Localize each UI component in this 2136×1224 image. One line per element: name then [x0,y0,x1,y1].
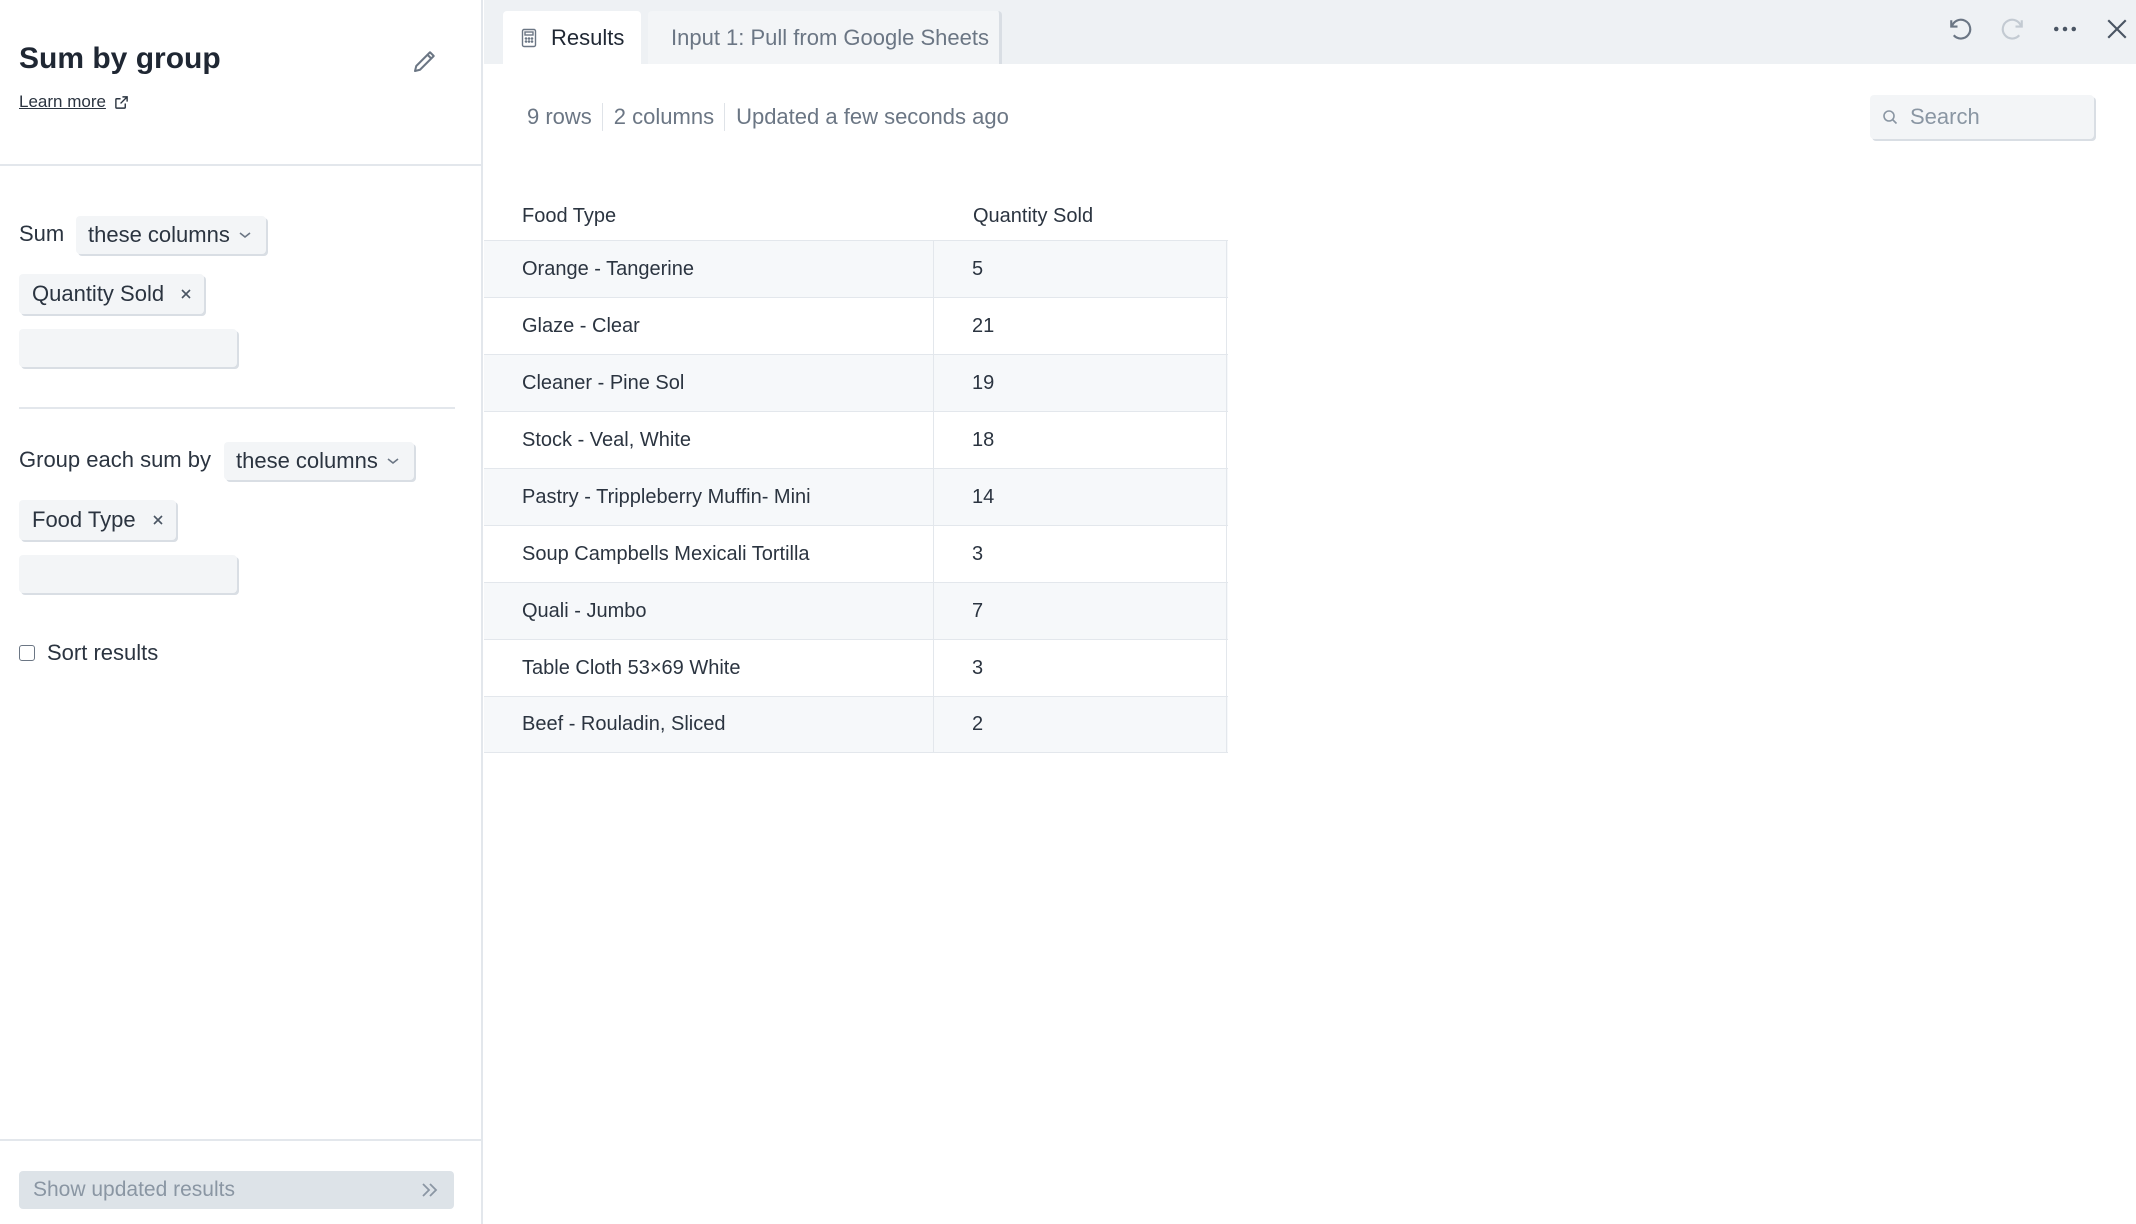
column-chip-quantity-sold [19,274,204,314]
table-cell: Glaze - Clear [484,298,934,354]
sort-results-option[interactable] [19,640,158,666]
external-link-icon [114,95,129,110]
more-horizontal-icon[interactable] [2050,14,2080,44]
search-box[interactable] [1870,95,2094,139]
undo-icon[interactable] [1945,14,1975,44]
table-cell: Soup Campbells Mexicali Tortilla [484,526,934,582]
add-group-column-input[interactable] [19,555,237,593]
table-cell: Orange - Tangerine [484,241,934,297]
search-icon [1882,109,1898,125]
table-cell: 19 [934,355,1227,411]
close-icon[interactable] [180,288,192,300]
pencil-icon[interactable] [410,46,440,76]
table-row [484,639,1228,696]
results-panel [484,0,2136,1224]
table-row [484,240,1228,297]
divider [19,407,455,409]
table-cell: Table Cloth 53×69 White [484,640,934,696]
step-config-panel [0,0,483,1224]
table-row [484,582,1228,639]
table-cell: 3 [934,640,1227,696]
table-cell: 3 [934,526,1227,582]
close-icon[interactable] [2102,14,2132,44]
double-chevron-right-icon [420,1182,440,1198]
table-cell: Pastry - Trippleberry Muffin- Mini [484,469,934,525]
sort-results-checkbox[interactable] [19,645,35,661]
table-row [484,297,1228,354]
updated-status: Updated a few seconds ago [736,104,1009,129]
column-count: 2 columns [613,104,715,129]
step-title: Sum by group [19,42,221,75]
learn-more-link[interactable] [19,92,129,112]
learn-more-label: Learn more [19,92,106,111]
group-columns-dropdown[interactable] [224,442,414,480]
table-cell: 18 [934,412,1227,468]
table-cell: 5 [934,241,1227,297]
tab-label: Results [551,24,625,50]
show-updated-results-button[interactable] [19,1171,454,1209]
table-row [484,411,1228,468]
sum-columns-dropdown[interactable] [76,216,266,254]
chevron-down-icon [386,456,400,466]
divider [0,1139,483,1141]
calculator-icon [521,28,537,48]
close-icon[interactable] [152,514,164,526]
add-sum-column-input[interactable] [19,329,237,367]
table-cell: 7 [934,583,1227,639]
column-header[interactable]: Food Type [522,204,617,227]
sort-results-label: Sort results [47,640,159,665]
group-by-label: Group each sum by [19,447,211,472]
column-chip-food-type [19,500,176,540]
table-header [484,192,1228,240]
table-row [484,468,1228,525]
result-summary [527,103,1019,131]
table-row [484,354,1228,411]
group-dropdown-value: these columns [236,448,378,473]
show-button-label: Show updated results [33,1178,235,1201]
tab-results[interactable] [503,11,641,64]
table-cell: Stock - Veal, White [484,412,934,468]
tab-bar [484,0,2136,64]
row-count: 9 rows [527,104,592,129]
table-row [484,696,1228,753]
divider [0,164,483,166]
tab-input-1[interactable] [648,11,1002,64]
table-cell: 14 [934,469,1227,525]
tab-label: Input 1: Pull from Google Sheets [671,24,989,50]
search-input[interactable] [1908,103,2082,131]
chevron-down-icon [238,230,252,240]
table-row [484,525,1228,582]
chip-label: Food Type [32,507,136,532]
redo-icon[interactable] [1998,14,2028,44]
sum-label: Sum [19,221,65,246]
results-table [484,192,1228,753]
table-cell: 2 [934,697,1227,752]
table-cell: Cleaner - Pine Sol [484,355,934,411]
table-cell: Quali - Jumbo [484,583,934,639]
sum-dropdown-value: these columns [88,222,230,247]
chip-label: Quantity Sold [32,281,165,306]
column-header[interactable]: Quantity Sold [973,204,1094,227]
table-cell: Beef - Rouladin, Sliced [484,697,934,752]
table-cell: 21 [934,298,1227,354]
